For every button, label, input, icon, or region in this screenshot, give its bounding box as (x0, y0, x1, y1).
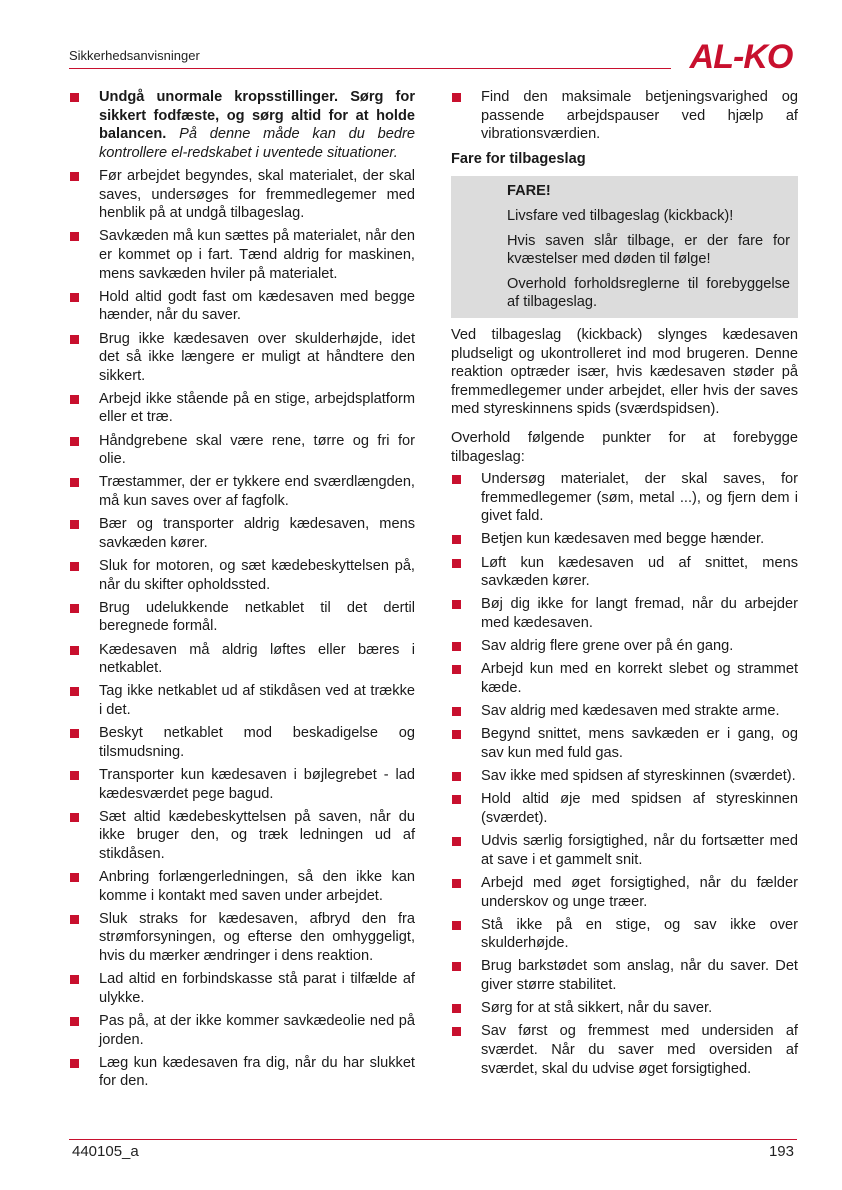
list-item-text: Anbring forlængerledningen, så den ikke kan komme i kontakt med saven under arbejdet. (99, 869, 415, 904)
bullet-square-icon (452, 921, 461, 930)
list-item (69, 766, 415, 803)
list-item-bold-text: Undgå unormale kropsstillinger. Sørg for sikkert fodfæste, og sørg altid for at holde balancen. (99, 89, 415, 143)
bullet-square-icon (70, 729, 79, 738)
list-item-text: Betjen kun kædesaven med begge hænder. (481, 531, 765, 548)
bullet-square-icon (70, 915, 79, 924)
list-item (451, 554, 798, 591)
list-item (69, 868, 415, 905)
list-item (69, 910, 415, 966)
list-item (451, 874, 798, 911)
bullet-square-icon (452, 535, 461, 544)
list-item (451, 88, 798, 144)
svg-text:AL-KO: AL-KO (689, 38, 793, 74)
document-number: 440105_a (72, 1143, 139, 1160)
list-item (69, 390, 415, 427)
list-item-text: Arbejd kun med en korrekt slebet og strammet kæde. (481, 661, 798, 696)
list-item (451, 767, 798, 786)
bullet-square-icon (452, 707, 461, 716)
bullet-square-icon (70, 771, 79, 780)
list-item-text: Træstammer, der er tykkere end sværdlængden, må kun saves over af fagfolk. (99, 474, 415, 510)
list-item-text: Pas på, at der ikke kommer savkædeolie ned på jorden. (99, 1013, 415, 1048)
left-bullet-list (69, 88, 415, 1091)
bullet-square-icon (452, 772, 461, 781)
bullet-square-icon (452, 93, 461, 102)
list-item-text: Bær og transporter aldrig kædesaven, mens savkæden kører. (99, 516, 415, 551)
list-item (69, 599, 415, 636)
header-divider (69, 68, 671, 69)
list-item (451, 999, 798, 1018)
bullet-square-icon (452, 1027, 461, 1036)
list-item (69, 288, 415, 325)
list-item-text: Transporter kun kædesaven i bøjlegrebet - lad kædesværdet pege bagud. (99, 766, 415, 802)
page-header-title: Sikkerhedsanvisninger (69, 48, 200, 63)
right-top-bullet-list (451, 88, 798, 144)
bullet-square-icon (452, 795, 461, 804)
list-item (69, 473, 415, 510)
list-item-text: Hold altid øje med spidsen af styreskinnen (sværdet). (481, 791, 798, 826)
right-bullet-list (451, 470, 798, 1078)
bullet-square-icon (70, 1059, 79, 1068)
bullet-square-icon (452, 1004, 461, 1013)
list-item (451, 957, 798, 994)
bullet-square-icon (70, 293, 79, 302)
list-item-text: Udvis særlig forsigtighed, når du fortsætter med at save i et gammelt snit. (481, 833, 798, 868)
list-item-text: Brug udelukkende netkablet til det dertil beregnede formål. (99, 599, 415, 635)
bullet-square-icon (70, 562, 79, 571)
kickback-description: Ved tilbageslag (kickback) slynges kædesaven pludseligt og ukontrolleret ind mod brugeren. Denne reaktion optræder især, hvis kædesaven støder på fremmedlegemer under arbejdet, eller hvis der saves med styreskinnens spids (sværdspidsen). (451, 326, 798, 418)
list-item-text: Brug barkstødet som anslag, når du saver. Det giver større stabilitet. (481, 958, 798, 994)
list-item (69, 557, 415, 594)
list-item (451, 916, 798, 953)
list-item (69, 227, 415, 283)
right-column (451, 88, 798, 1083)
bullet-square-icon (70, 646, 79, 655)
list-item-text: Undersøg materialet, der skal saves, for fremmedlegemer (søm, metal ...), og fjern dem i givet fald. (481, 471, 798, 525)
bullet-square-icon (452, 600, 461, 609)
list-item (69, 970, 415, 1007)
list-item-text: Sav først og fremmest med undersiden af sværdet. Når du saver med oversiden af sværdet, skal du udvise øget forsigtighed. (481, 1023, 798, 1077)
bullet-square-icon (70, 172, 79, 181)
list-item-text: Brug ikke kædesaven over skulderhøjde, idet det så ikke længere er muligt at håndtere den sikkert. (99, 330, 415, 384)
bullet-square-icon (452, 879, 461, 888)
bullet-square-icon (452, 642, 461, 651)
danger-warning-box (451, 176, 798, 318)
list-item-text: Sluk for motoren, og sæt kædebeskyttelsen på, når du skifter opholdssted. (99, 558, 415, 593)
list-item-text: Sluk straks for kædesaven, afbryd den fra strømforsyningen, og efterse den omhyggeligt, hvis du mærker ændringer i dens reaktion. (99, 910, 415, 965)
list-item (451, 637, 798, 656)
bullet-square-icon (70, 975, 79, 984)
list-item (451, 595, 798, 632)
list-item-text: Find den maksimale betjeningsvarighed og passende arbejdspauser ved hjælp af vibrationsværdien. (481, 89, 798, 143)
bullet-square-icon (70, 232, 79, 241)
bullet-square-icon (452, 962, 461, 971)
list-item (69, 515, 415, 552)
footer-divider (69, 1139, 797, 1140)
list-item (69, 1054, 415, 1091)
list-item (69, 88, 415, 162)
warning-line-1: Livsfare ved tilbageslag (kickback)! (507, 207, 734, 224)
list-item (69, 330, 415, 386)
al-ko-logo (683, 38, 799, 74)
kickback-intro: Overhold følgende punkter for at forebygge tilbageslag: (451, 429, 798, 465)
list-item-text: Sav ikke med spidsen af styreskinnen (sværdet). (481, 768, 796, 785)
list-item-text: Beskyt netkablet mod beskadigelse og tilsmudsning. (99, 725, 415, 760)
warning-title: FARE! (507, 183, 551, 200)
list-item-text: Stå ikke på en stige, og sav ikke over skulderhøjde. (481, 916, 798, 952)
kickback-heading: Fare for tilbageslag (451, 150, 586, 167)
list-item (451, 660, 798, 697)
list-item-text: Håndgrebene skal være rene, tørre og fri for olie. (99, 432, 415, 468)
list-item-text: Sav aldrig med kædesaven med strakte arme. (481, 703, 780, 720)
list-item (69, 641, 415, 678)
list-item-text: Hold altid godt fast om kædesaven med begge hænder, når du saver. (99, 288, 415, 324)
list-item (69, 1012, 415, 1049)
list-item-text: Sæt altid kædebeskyttelsen på saven, når du ikke bruger den, og træk ledningen ud af stikdåsen. (99, 808, 415, 862)
list-item-text: Bøj dig ikke for langt fremad, når du arbejder med kædesaven. (481, 596, 798, 632)
bullet-square-icon (452, 730, 461, 739)
list-item-text: Kædesaven må aldrig løftes eller bæres i netkablet. (99, 641, 415, 677)
list-item (69, 682, 415, 719)
bullet-square-icon (452, 475, 461, 484)
bullet-square-icon (452, 837, 461, 846)
list-item (451, 470, 798, 526)
bullet-square-icon (70, 1017, 79, 1026)
list-item-text: Sav aldrig flere grene over på én gang. (481, 638, 734, 655)
list-item-text: Begynd snittet, mens savkæden er i gang, og sav kun med fuld gas. (481, 726, 798, 761)
bullet-square-icon (70, 813, 79, 822)
list-item (451, 725, 798, 762)
list-item (69, 724, 415, 761)
bullet-square-icon (70, 520, 79, 529)
bullet-square-icon (452, 665, 461, 674)
list-item-text: Arbejd ikke stående på en stige, arbejdsplatform eller et træ. (99, 390, 415, 426)
page-number: 193 (768, 1143, 794, 1160)
bullet-square-icon (70, 873, 79, 882)
list-item (69, 167, 415, 223)
list-item-text: Tag ikke netkablet ud af stikdåsen ved at trække i det. (99, 683, 415, 718)
list-item (451, 790, 798, 827)
list-item-text: Arbejd med øget forsigtighed, når du fælder underskov og unge træer. (481, 874, 798, 910)
list-item-text: Lad altid en forbindskasse stå parat i tilfælde af ulykke. (99, 971, 415, 1006)
list-item (69, 432, 415, 469)
bullet-square-icon (70, 687, 79, 696)
bullet-square-icon (70, 395, 79, 404)
left-column (69, 88, 415, 1096)
bullet-square-icon (70, 604, 79, 613)
list-item-text: Savkæden må kun sættes på materialet, når den er kommet op i fart. Tænd aldrig for maskinen, mens savkæden hviler på materialet. (99, 228, 415, 282)
bullet-square-icon (70, 93, 79, 102)
list-item (451, 530, 798, 549)
list-item (451, 1022, 798, 1078)
list-item (451, 702, 798, 721)
list-item-text: Før arbejdet begyndes, skal materialet, der skal saves, undersøges for fremmedlegemer med henblik på at undgå tilbageslag. (99, 167, 415, 222)
bullet-square-icon (70, 437, 79, 446)
bullet-square-icon (70, 478, 79, 487)
bullet-square-icon (70, 335, 79, 344)
list-item-text: Læg kun kædesaven fra dig, når du har slukket for den. (99, 1054, 415, 1090)
bullet-square-icon (452, 559, 461, 568)
list-item-text: Sørg for at stå sikkert, når du saver. (481, 1000, 713, 1017)
warning-line-3: Overhold forholdsreglerne til forebyggelse af tilbageslag. (507, 275, 790, 311)
warning-line-2: Hvis saven slår tilbage, er der fare for kvæstelser med døden til følge! (507, 232, 790, 268)
list-item-text: Løft kun kædesaven ud af snittet, mens savkæden kører. (481, 554, 798, 590)
list-item-text: På denne måde kan du bedre kontrollere el-redskabet i uventede situationer. (99, 126, 415, 161)
list-item (451, 832, 798, 869)
list-item (69, 808, 415, 864)
